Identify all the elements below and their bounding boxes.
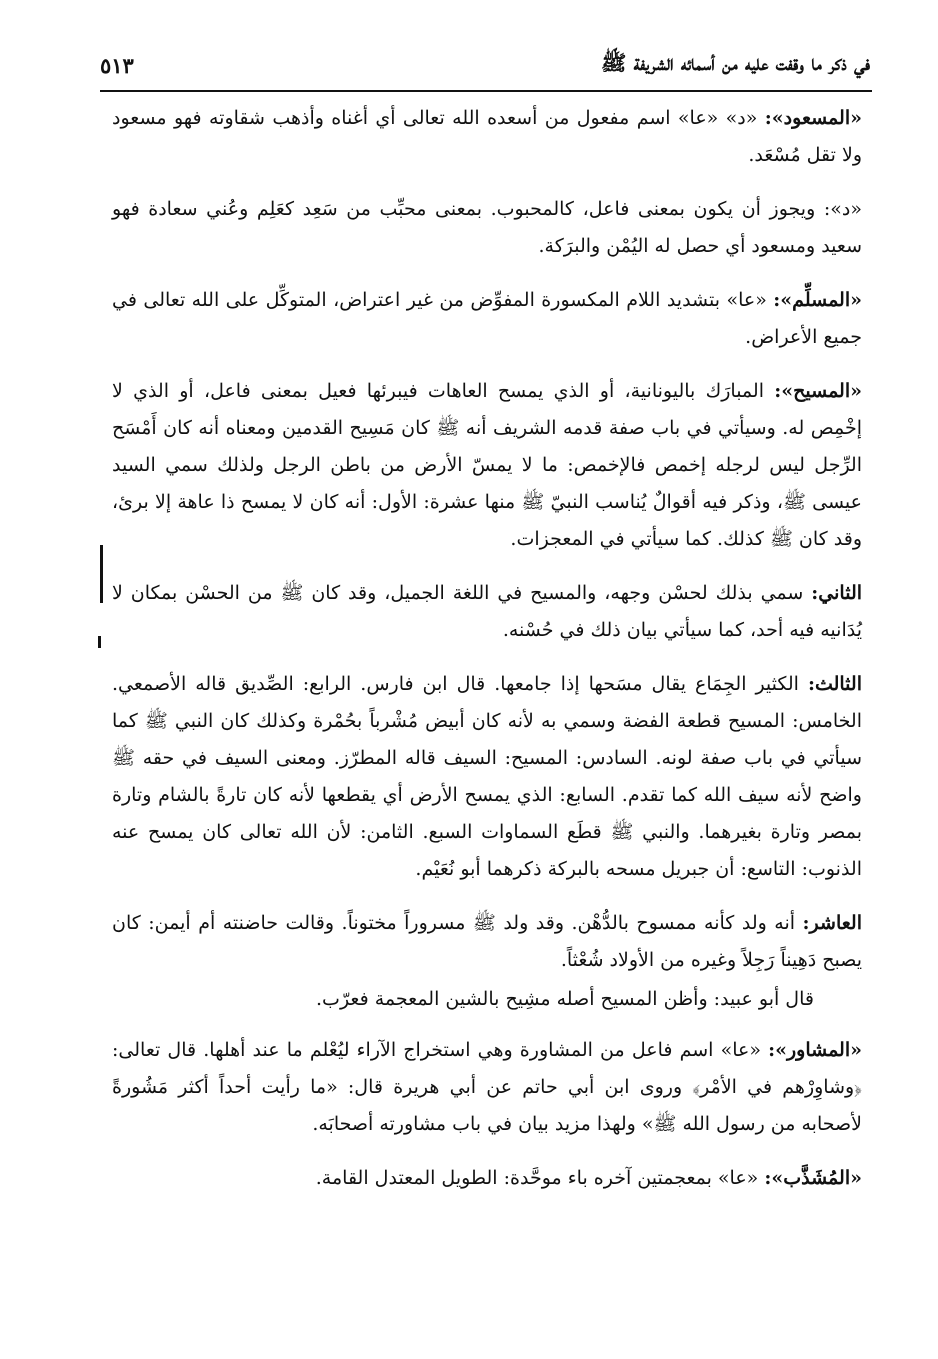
running-title: في ذكر ما وقفت عليه من أسمائه الشريفة ﷺ [600,49,870,75]
entry-text: «د» «عا» اسم مفعول من أسعده الله تعالى أي أغناه وأذهب شقاوته فهو مسعود ولا تقل مُسْعَد. [112,107,862,166]
entry-term: «المُشَذَّب»: [764,1167,862,1189]
entry-text: قال أبو عبيد: وأظن المسيح أصله مشِيح بالشين المعجمة فعرّب. [316,988,814,1010]
entry-third [112,666,862,888]
entry-musallim [112,282,862,356]
margin-tick [98,636,101,648]
margin-mark [100,545,103,603]
entry-text: «عا» بتشديد اللام المكسورة المفوِّض من غير اعتراض، المتوكِّل على الله تعالى في جميع الأعراض. [112,289,862,348]
entry-term: «المشاور»: [768,1039,862,1061]
page-body [112,100,862,1214]
entry-text: الكثير الجِمَاع يقال مسَحها إذا جامعها. قال ابن فارس. الرابع: الصِّديق قاله الأصمعي. الخامس: المسيح قطعة الفضة وسمي به لأنه كان أبيض مُشْرباً بحُمْرة وكذلك كان النبي ﷺ كما سيأتي في باب صفة لونه. السادس: المسيح: السيف قاله المطرّز. ومعنى السيف في حقه ﷺ واضح لأنه سيف الله كما تقدم. السابع: الذي يمسح الأرض أي يقطعها لأنه كان تارةً بالشام وتارة بمصر وتارة بغيرهما. والنبي ﷺ قطَع السماوات السبع. الثامن: لأن الله تعالى كان يمسح عنه الذنوب: التاسع: أن جبريل مسحه بالبركة ذكرهما أبو نُعَيْم. [112,673,862,880]
entry-term: الثالث: [807,673,862,695]
entry-mushawir [112,1032,862,1143]
entry-term: «المسلِّم»: [773,289,862,311]
entry-text: «عا» اسم فاعل من المشاورة وهي استخراج الآراء ليُعْلم ما عند أهلها. قال تعالى: ﴿وشاوِرْهم في الأمْر﴾ وروى ابن أبي حاتم عن أبي هريرة قال: «ما رأيت أحداً أكثر مَشُورةً لأصحابه من رسول الله ﷺ» ولهذا مزيد بيان في باب مشاورته أصحابَه. [112,1039,862,1135]
entry-text: سمي بذلك لحسْن وجهه، والمسيح في اللغة الجميل، وقد كان ﷺ من الحسْن بمكان لا يُدَانيه فيه أحد، كما سيأتي بيان ذلك في حُسْنه. [112,582,862,641]
page-number: ٥١٣ [100,52,134,78]
entry-text: أنه ولد كأنه ممسوح بالدُّهْن. وقد ولد ﷺ مسروراً مختوناً. وقالت حاضنته أم أيمن: كان يصبح دَهِيناً رَجِلاً وغيره من الأولاد شُعْثاً. [112,912,862,971]
page-header [100,40,870,90]
entry-second [112,575,862,649]
entry-masud [112,100,862,174]
entry-text: «عا» بمعجمتين آخره باء موحَّدة: الطويل المعتدل القامة. [315,1167,765,1189]
entry-abu-ubayd [112,981,862,1018]
entry-term: الثاني: [811,582,863,604]
entry-term: العاشر: [802,912,862,934]
entry-masih [112,373,862,558]
entry-masud-alt [112,191,862,265]
entry-text: المبارَك باليونانية، أو الذي يمسح العاهات فيبرئها فعيل بمعنى فاعل، أو الذي لا إخْمِص له. وسيأتي في باب صفة قدمه الشريف أنه ﷺ كان مَسِيح القدمين ومعناه أنه كان أَمْسَح الرِّجل ليس لرجله إخمص فالإخمص: ما لا يمسّ الأرض من باطن الرجل ولذلك سمي السيد عيسى ﷺ، وذكر فيه أقوالٌ يُناسب النبيّ ﷺ منها عشرة: الأول: أنه كان لا يمسح ذا عاهة إلا برئ، وقد كان ﷺ كذلك. كما سيأتي في المعجزات. [112,380,862,550]
entry-mushadhdhab [112,1160,862,1197]
header-rule [100,90,872,92]
entry-term: «المسعود»: [764,107,862,129]
entry-term: «المسيح»: [774,380,862,402]
entry-text: «د»: ويجوز أن يكون بمعنى فاعل، كالمحبوب. بمعنى محبِّب من سَعِد كعَلِم وعُني سعادة فهو سعيد ومسعود أي حصل له اليُمْن والبرَكة. [112,198,862,257]
entry-tenth [112,905,862,979]
